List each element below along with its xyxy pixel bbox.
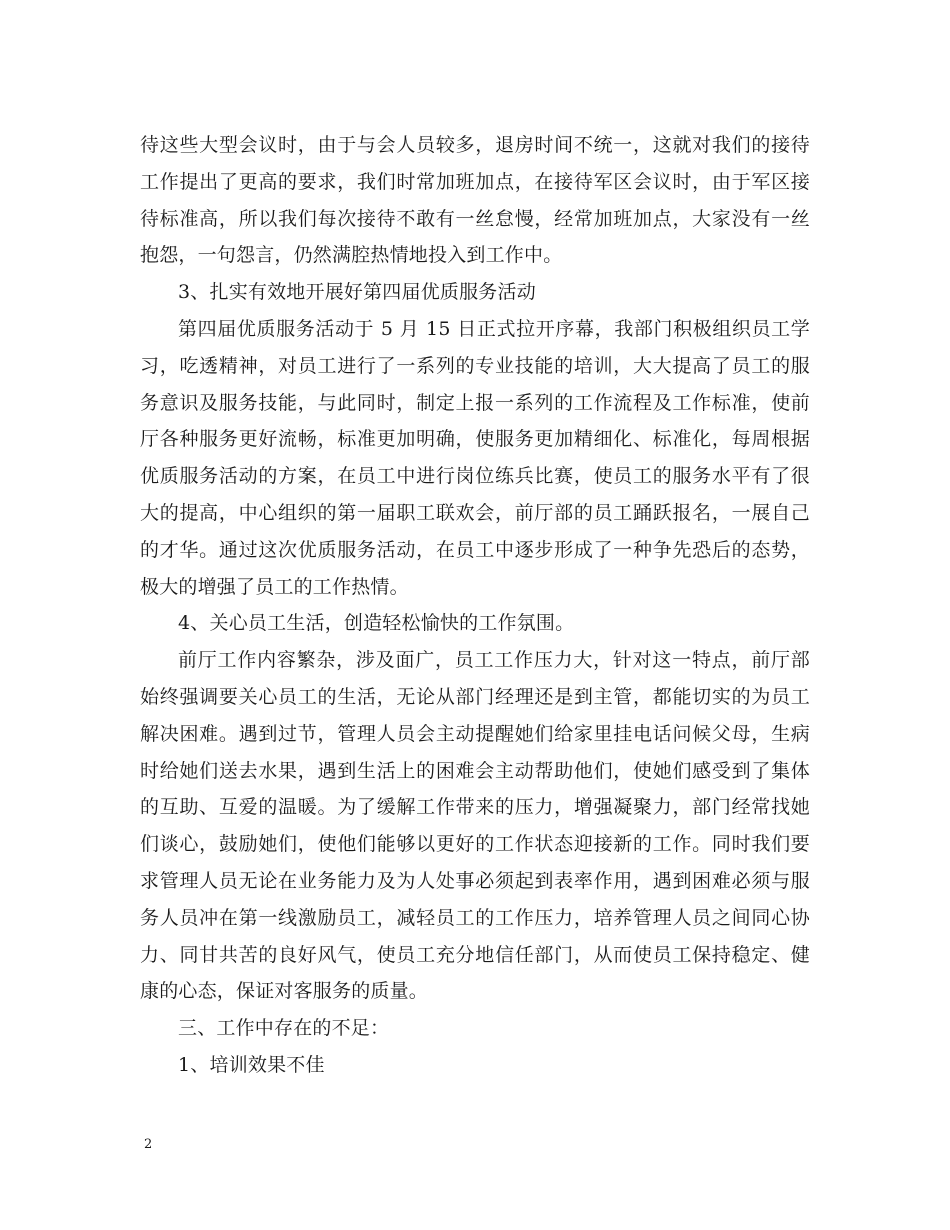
- section-heading-3: 3、扎实有效地开展好第四届优质服务活动: [178, 281, 536, 304]
- document-body: [140, 127, 810, 1084]
- section-heading-4: 4、关心员工生活，创造轻松愉快的工作氛围。: [178, 612, 575, 635]
- paragraph-continuation: 待这些大型会议时，由于与会人员较多，退房时间不统一，这就对我们的接待工作提出了更高的要求，我们时常加班加点，在接待军区会议时，由于军区接待标准高，所以我们每次接待不敢有一丝怠慢，经常加班加点，大家没有一丝抱怨，一句怨言，仍然满腔热情地投入到工作中。: [140, 134, 810, 267]
- subheading-training: 1、培训效果不佳: [178, 1053, 325, 1076]
- paragraph-employee-care: 前厅工作内容繁杂，涉及面广，员工工作压力大，针对这一特点，前厅部始终强调要关心员工的生活，无论从部门经理还是到主管，都能切实的为员工解决困难。遇到过节，管理人员会主动提醒她们给家里挂电话问候父母，生病时给她们送去水果，遇到生活上的困难会主动帮助他们，使她们感受到了集体的互助、互爱的温暖。为了缓解工作带来的压力，增强凝聚力，部门经常找她们谈心，鼓励她们，使他们能够以更好的工作状态迎接新的工作。同时我们要求管理人员无论在业务能力及为人处事必须起到表率作用，遇到困难必须与服务人员冲在第一线激励员工，减轻员工的工作压力，培养管理人员之间同心协力、同甘共苦的良好风气，使员工充分地信任部门，从而使员工保持稳定、健康的心态，保证对客服务的质量。: [140, 649, 810, 1003]
- paragraph-service-activity: 第四届优质服务活动于 5 月 15 日正式拉开序幕，我部门积极组织员工学习，吃透精神，对员工进行了一系列的专业技能的培训，大大提高了员工的服务意识及服务技能，与此同时，制定上报一系列的工作流程及工作标准，使前厅各种服务更好流畅，标准更加明确，使服务更加精细化、标准化，每周根据优质服务活动的方案，在员工中进行岗位练兵比赛，使员工的服务水平有了很大的提高，中心组织的第一届职工联欢会，前厅部的员工踊跃报名，一展自己的才华。通过这次优质服务活动，在员工中逐步形成了一种争先恐后的态势，极大的增强了员工的工作热情。: [140, 317, 810, 598]
- page-number: 2: [144, 1137, 153, 1152]
- section-heading-shortcomings: 三、工作中存在的不足：: [178, 1017, 390, 1040]
